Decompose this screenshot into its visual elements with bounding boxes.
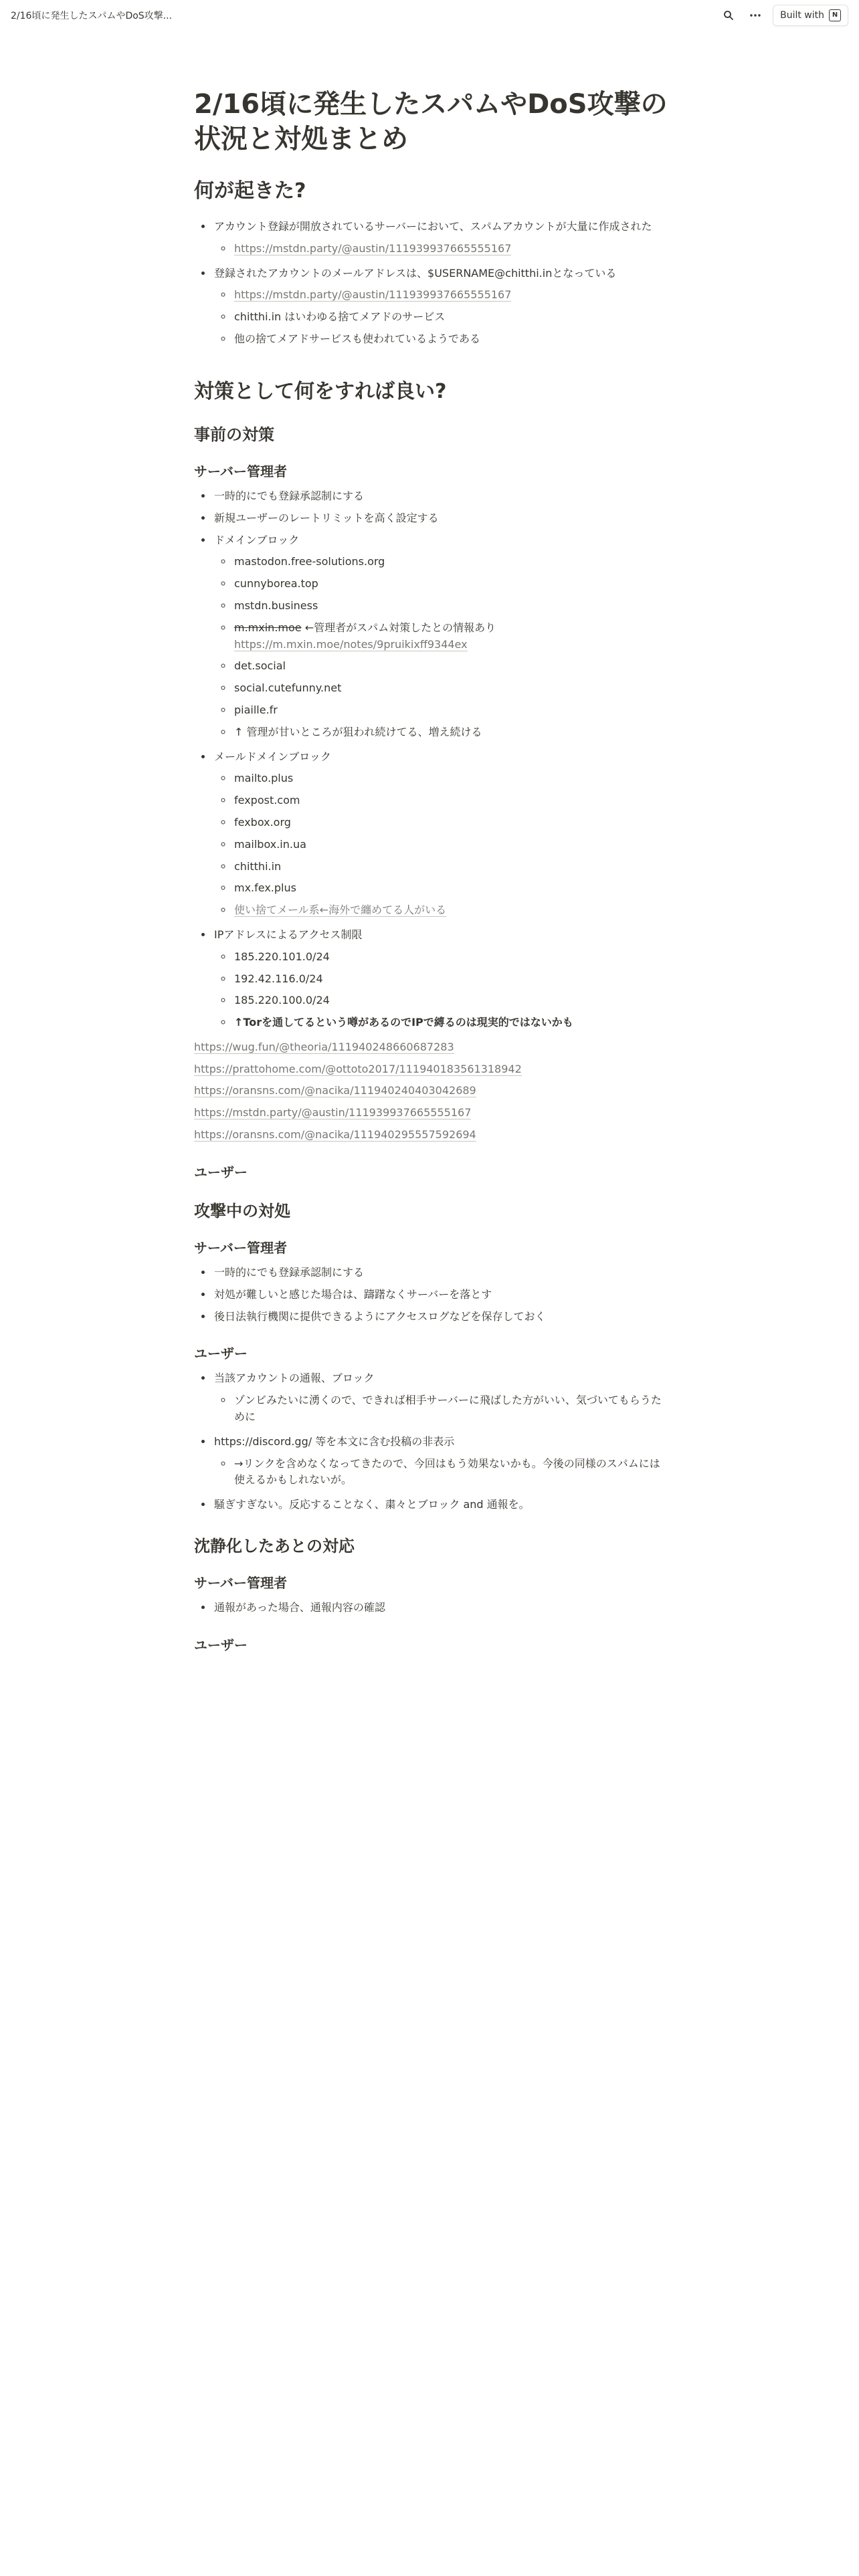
list-item: • 騒ぎすぎない。反応することなく、粛々とブロック and 通報を。: [213, 1494, 668, 1516]
list-item: ◦ ゾンビみたいに湧くので、できれば相手サーバーに飛ばした方がいい、気づいてもらうために: [233, 1390, 668, 1428]
domain-note-item: ◦ ↑ 管理が甘いところが狙われ続けてる、増え続ける: [233, 722, 668, 744]
list-item: • 通報があった場合、通報内容の確認: [213, 1597, 668, 1619]
built-with-label: Built with: [780, 9, 824, 21]
list-item-text: IPアドレスによるアクセス制限: [214, 928, 363, 941]
ip-item: ◦ 192.42.116.0/24: [233, 968, 668, 990]
heading-user: ユーザー: [194, 1164, 248, 1180]
heading-during-attack: 攻撃中の対処: [194, 1201, 290, 1220]
list-item: [213, 216, 668, 263]
list-item: • 一時的にでも登録承認制にする: [213, 1262, 668, 1284]
heading-server-admin: サーバー管理者: [194, 1575, 287, 1592]
mail-domain-item: ◦ mx.fex.plus: [233, 877, 668, 899]
link[interactable]: 使い捨てメール系←海外で纏めてる人がいる: [234, 903, 447, 917]
mail-domain-item: [233, 899, 668, 922]
domain-block-list: [214, 551, 668, 743]
search-icon: [723, 10, 734, 21]
topbar-actions: [719, 5, 848, 26]
ip-item: ◦ 185.220.100.0/24: [233, 990, 668, 1012]
what-happened-list: [194, 216, 668, 353]
mail-domain-item: ◦ mailto.plus: [233, 768, 668, 790]
heading-after-attack: 沈静化したあとの対応: [194, 1537, 355, 1556]
list-item: [213, 263, 668, 353]
prevention-admin-list: [194, 486, 668, 1037]
list-item-text: ドメインブロック: [214, 533, 300, 546]
page-content: [194, 87, 668, 1659]
list-item: [213, 1431, 668, 1494]
list-item: [213, 924, 668, 1037]
search-button[interactable]: [719, 6, 738, 25]
list-item-text: 当該アカウントの通報、ブロック: [214, 1372, 375, 1385]
heading-server-admin: サーバー管理者: [194, 463, 287, 479]
list-item: [213, 530, 668, 746]
more-horizontal-icon: [749, 13, 761, 17]
link[interactable]: https://wug.fun/@theoria/111940248660687283: [194, 1040, 454, 1053]
built-with-button[interactable]: [773, 5, 848, 26]
heading-user: ユーザー: [194, 1637, 248, 1654]
heading-prevention: 事前の対策: [194, 425, 274, 444]
page-title: 2/16頃に発生したスパムやDoS攻撃の状況と対処まとめ: [194, 89, 668, 154]
link[interactable]: https://oransns.com/@nacika/111940240403042689: [194, 1084, 476, 1097]
ip-list: [214, 946, 668, 1034]
reference-link-para: [194, 1059, 668, 1081]
list-item: • 新規ユーザーのレートリミットを高く設定する: [213, 508, 668, 530]
mail-domain-list: [214, 768, 668, 922]
reference-link-para: [194, 1037, 668, 1059]
heading-what-happened: 何が起きた?: [194, 179, 306, 203]
list-item-text: 登録されたアカウントのメールアドレスは、$USERNAME@chitthi.inとなっている: [214, 266, 617, 280]
heading-server-admin: サーバー管理者: [194, 1240, 287, 1257]
list-item: ◦ 他の捨てメアドサービスも使われているようである: [233, 328, 668, 350]
link[interactable]: https://mstdn.party/@austin/111939937665555167: [234, 288, 512, 302]
list-item: [233, 238, 668, 260]
list-item: [233, 284, 668, 306]
domain-item: ◦ mastodon.free-solutions.org: [233, 551, 668, 573]
notion-logo-icon: N: [829, 9, 841, 21]
list-item-text: メールドメインブロック: [214, 750, 331, 763]
list-item: • 対処が難しいと感じた場合は、躊躇なくサーバーを落とす: [213, 1284, 668, 1306]
domain-item: ◦ social.cutefunny.net: [233, 677, 668, 700]
strikethrough-domain: m.mxin.moe: [234, 621, 302, 634]
list-item: [213, 746, 668, 924]
ip-note-item: ◦ ↑Torを通してるという噂があるのでIPで縛るのは現実的ではないかも: [233, 1012, 668, 1034]
breadcrumb-title[interactable]: 2/16頃に発生したスパムやDoS攻撃...: [11, 10, 173, 21]
mail-domain-item: ◦ mailbox.in.ua: [233, 834, 668, 856]
domain-item: [233, 617, 668, 656]
list-item: ◦ →リンクを含めなくなってきたので、今回はもう効果ないかも。今後の同様のスパムには使えるかもしれないが。: [233, 1453, 668, 1492]
domain-item: ◦ mstdn.business: [233, 595, 668, 617]
link[interactable]: https://mstdn.party/@austin/111939937665555167: [194, 1106, 472, 1119]
top-bar: [0, 0, 859, 30]
list-item: ◦ chitthi.in はいわゆる捨てメアドのサービス: [233, 306, 668, 328]
list-item: • 後日法執行機関に提供できるようにアクセスログなどを保存しておく: [213, 1306, 668, 1328]
link[interactable]: https://mstdn.party/@austin/111939937665555167: [234, 241, 512, 255]
mail-domain-item: ◦ chitthi.in: [233, 856, 668, 878]
reference-link-para: [194, 1080, 668, 1102]
link[interactable]: https://prattohome.com/@ottoto2017/111940183561318942: [194, 1062, 522, 1075]
after-admin-list: [194, 1597, 668, 1619]
ip-item: ◦ 185.220.101.0/24: [233, 946, 668, 968]
link[interactable]: https://m.mxin.moe/notes/9pruikixff9344ex: [234, 637, 468, 651]
link[interactable]: https://oransns.com/@nacika/111940295557592694: [194, 1128, 476, 1142]
domain-item: ◦ det.social: [233, 655, 668, 677]
list-item: • 一時的にでも登録承認制にする: [213, 486, 668, 508]
domain-item: ◦ cunnyborea.top: [233, 573, 668, 595]
list-item: [213, 1368, 668, 1430]
list-item-text: https://discord.gg/ 等を本文に含む投稿の非表示: [214, 1434, 455, 1448]
reference-link-para: [194, 1102, 668, 1124]
domain-note: ←管理者がスパム対策したとの情報あり: [301, 621, 496, 634]
domain-item: ◦ piaille.fr: [233, 700, 668, 722]
during-admin-list: [194, 1262, 668, 1327]
mail-domain-item: ◦ fexbox.org: [233, 812, 668, 834]
heading-countermeasures: 対策として何をすれば良い?: [194, 379, 447, 403]
reference-link-para: [194, 1124, 668, 1146]
list-item-text: アカウント登録が開放されているサーバーにおいて、スパムアカウントが大量に作成された: [214, 220, 652, 233]
mail-domain-item: ◦ fexpost.com: [233, 790, 668, 812]
during-user-list: [194, 1368, 668, 1516]
more-options-button[interactable]: [746, 6, 765, 25]
heading-user: ユーザー: [194, 1346, 248, 1362]
